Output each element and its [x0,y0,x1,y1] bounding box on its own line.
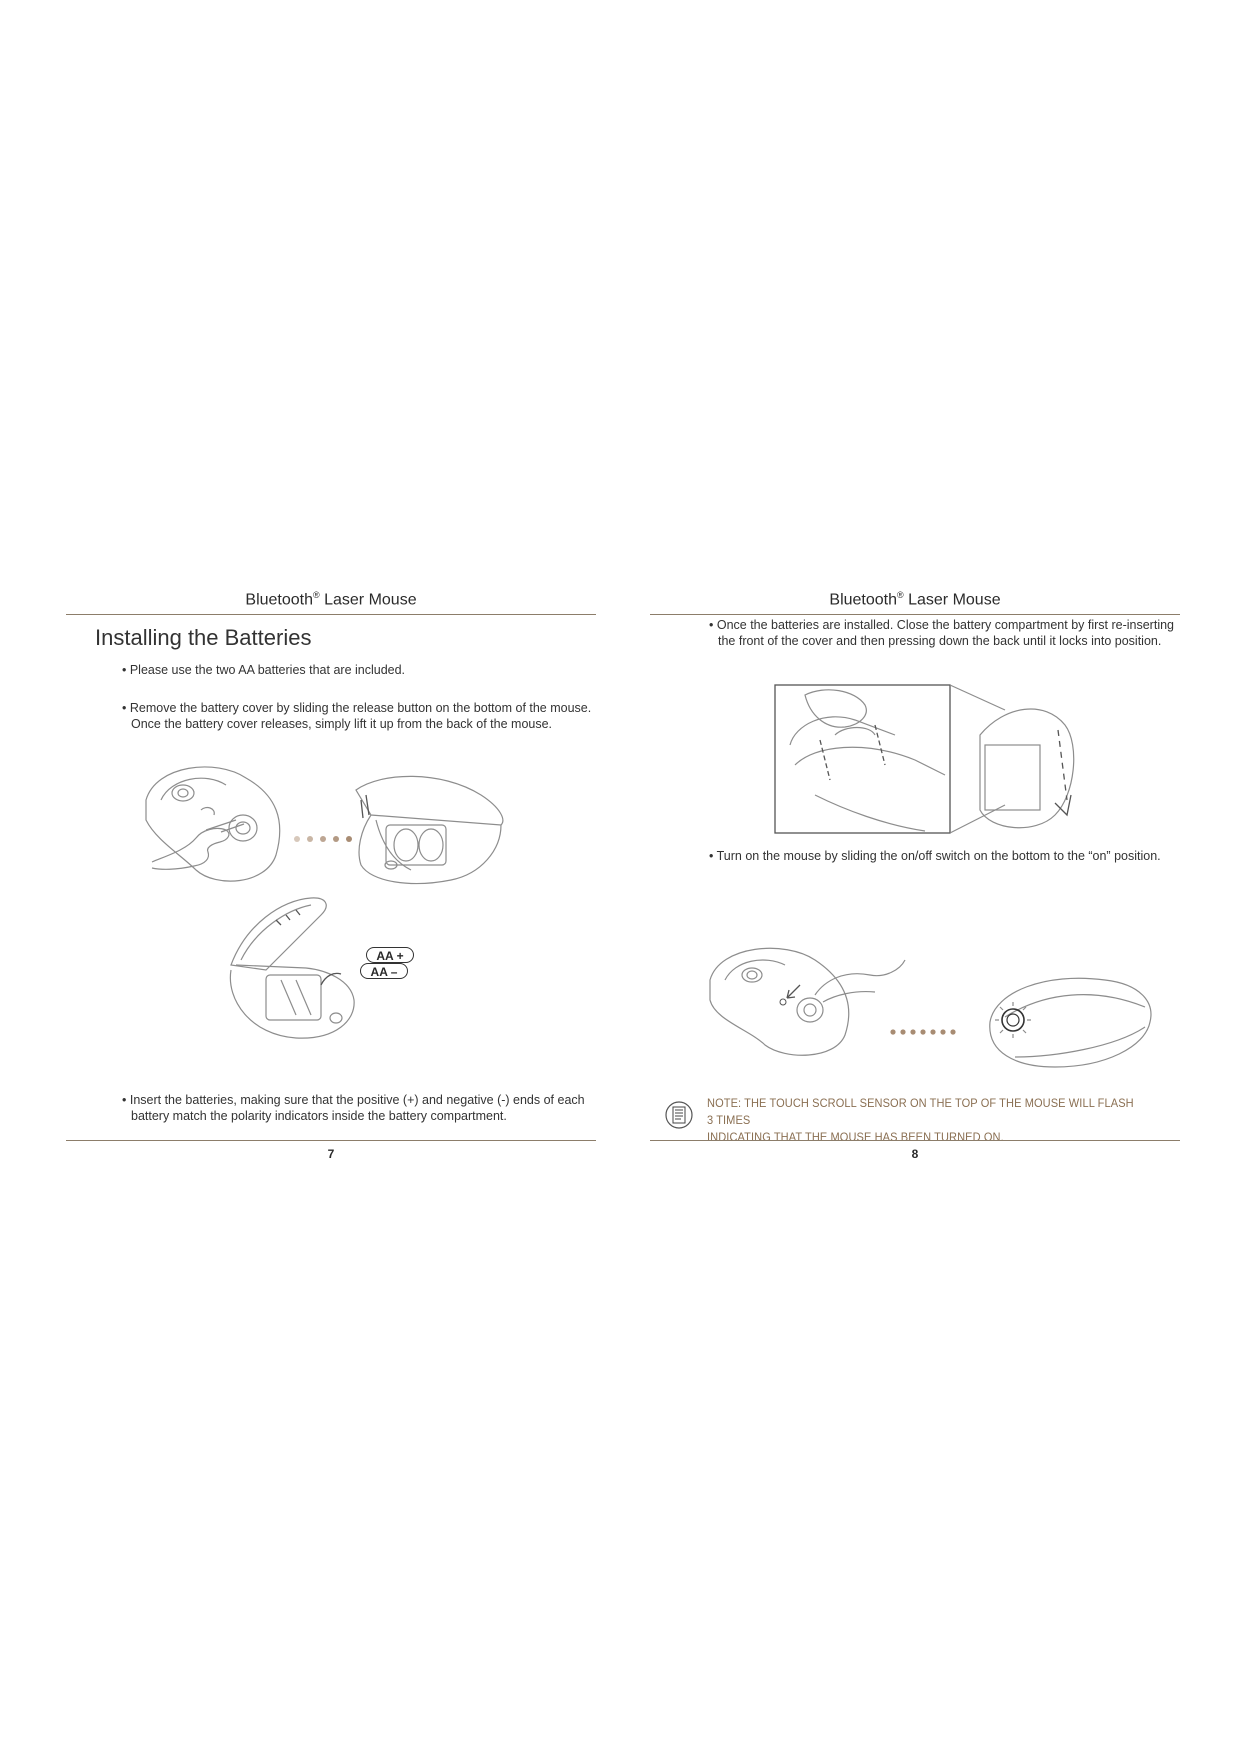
bullet-1: • Once the batteries are installed. Close the battery compartment by first re-inserting the front of the cover and then pressing down the back until it locks into position. [709,618,1175,648]
footer-rule [66,1140,596,1141]
registered-mark: ® [897,590,904,600]
battery-top-label: AA [376,949,394,963]
bullet-1: • Please use the two AA batteries that are included. [122,663,406,677]
note-line-1: NOTE: THE TOUCH SCROLL SENSOR ON THE TOP OF THE MOUSE WILL FLASH 3 TIMES [707,1096,1134,1127]
note-line-2: INDICATING THAT THE MOUSE HAS BEEN TURNED ON. [707,1130,1004,1144]
section-title: Installing the Batteries [95,625,312,650]
page-header [650,590,1180,615]
mouse-top-illustration [985,972,1155,1072]
open-mouse-illustration [351,770,511,890]
header-suffix: Laser Mouse [324,591,417,609]
note-text [707,1095,1139,1146]
header-title: Bluetooth [829,591,897,609]
power-switch-illustration [705,940,905,1060]
dots-separator [888,1027,968,1037]
right-page [650,590,1180,1170]
page-number: 7 [327,1147,335,1161]
arrow-icon [787,985,800,998]
header-suffix: Laser Mouse [908,591,1001,609]
bullet-2: • Turn on the mouse by sliding the on/off switch on the bottom to the “on” position. [709,849,1161,863]
mouse-bottom-illustration [136,760,366,890]
closing-cover-illustration [775,685,1105,845]
page-header [66,590,596,615]
battery-bottom [360,963,408,979]
registered-mark: ® [313,590,320,600]
battery-top-sign: + [396,949,404,963]
footer-rule [650,1140,1180,1141]
battery-bottom-label: AA [370,965,388,979]
page-number: 8 [911,1147,919,1161]
bullet-3: • Insert the batteries, making sure that the positive (+) and negative (-) ends of each battery match the polarity indicators inside the battery compartment. [122,1093,585,1123]
header-title: Bluetooth [245,591,313,609]
note-icon [664,1100,694,1130]
bullet-2: • Remove the battery cover by sliding the release button on the bottom of the mouse. Once the battery cover releases, simply lift it up from the back of the mouse. [122,701,592,731]
left-page [66,590,596,1170]
battery-bottom-sign: – [390,965,398,979]
battery-top [366,947,414,963]
